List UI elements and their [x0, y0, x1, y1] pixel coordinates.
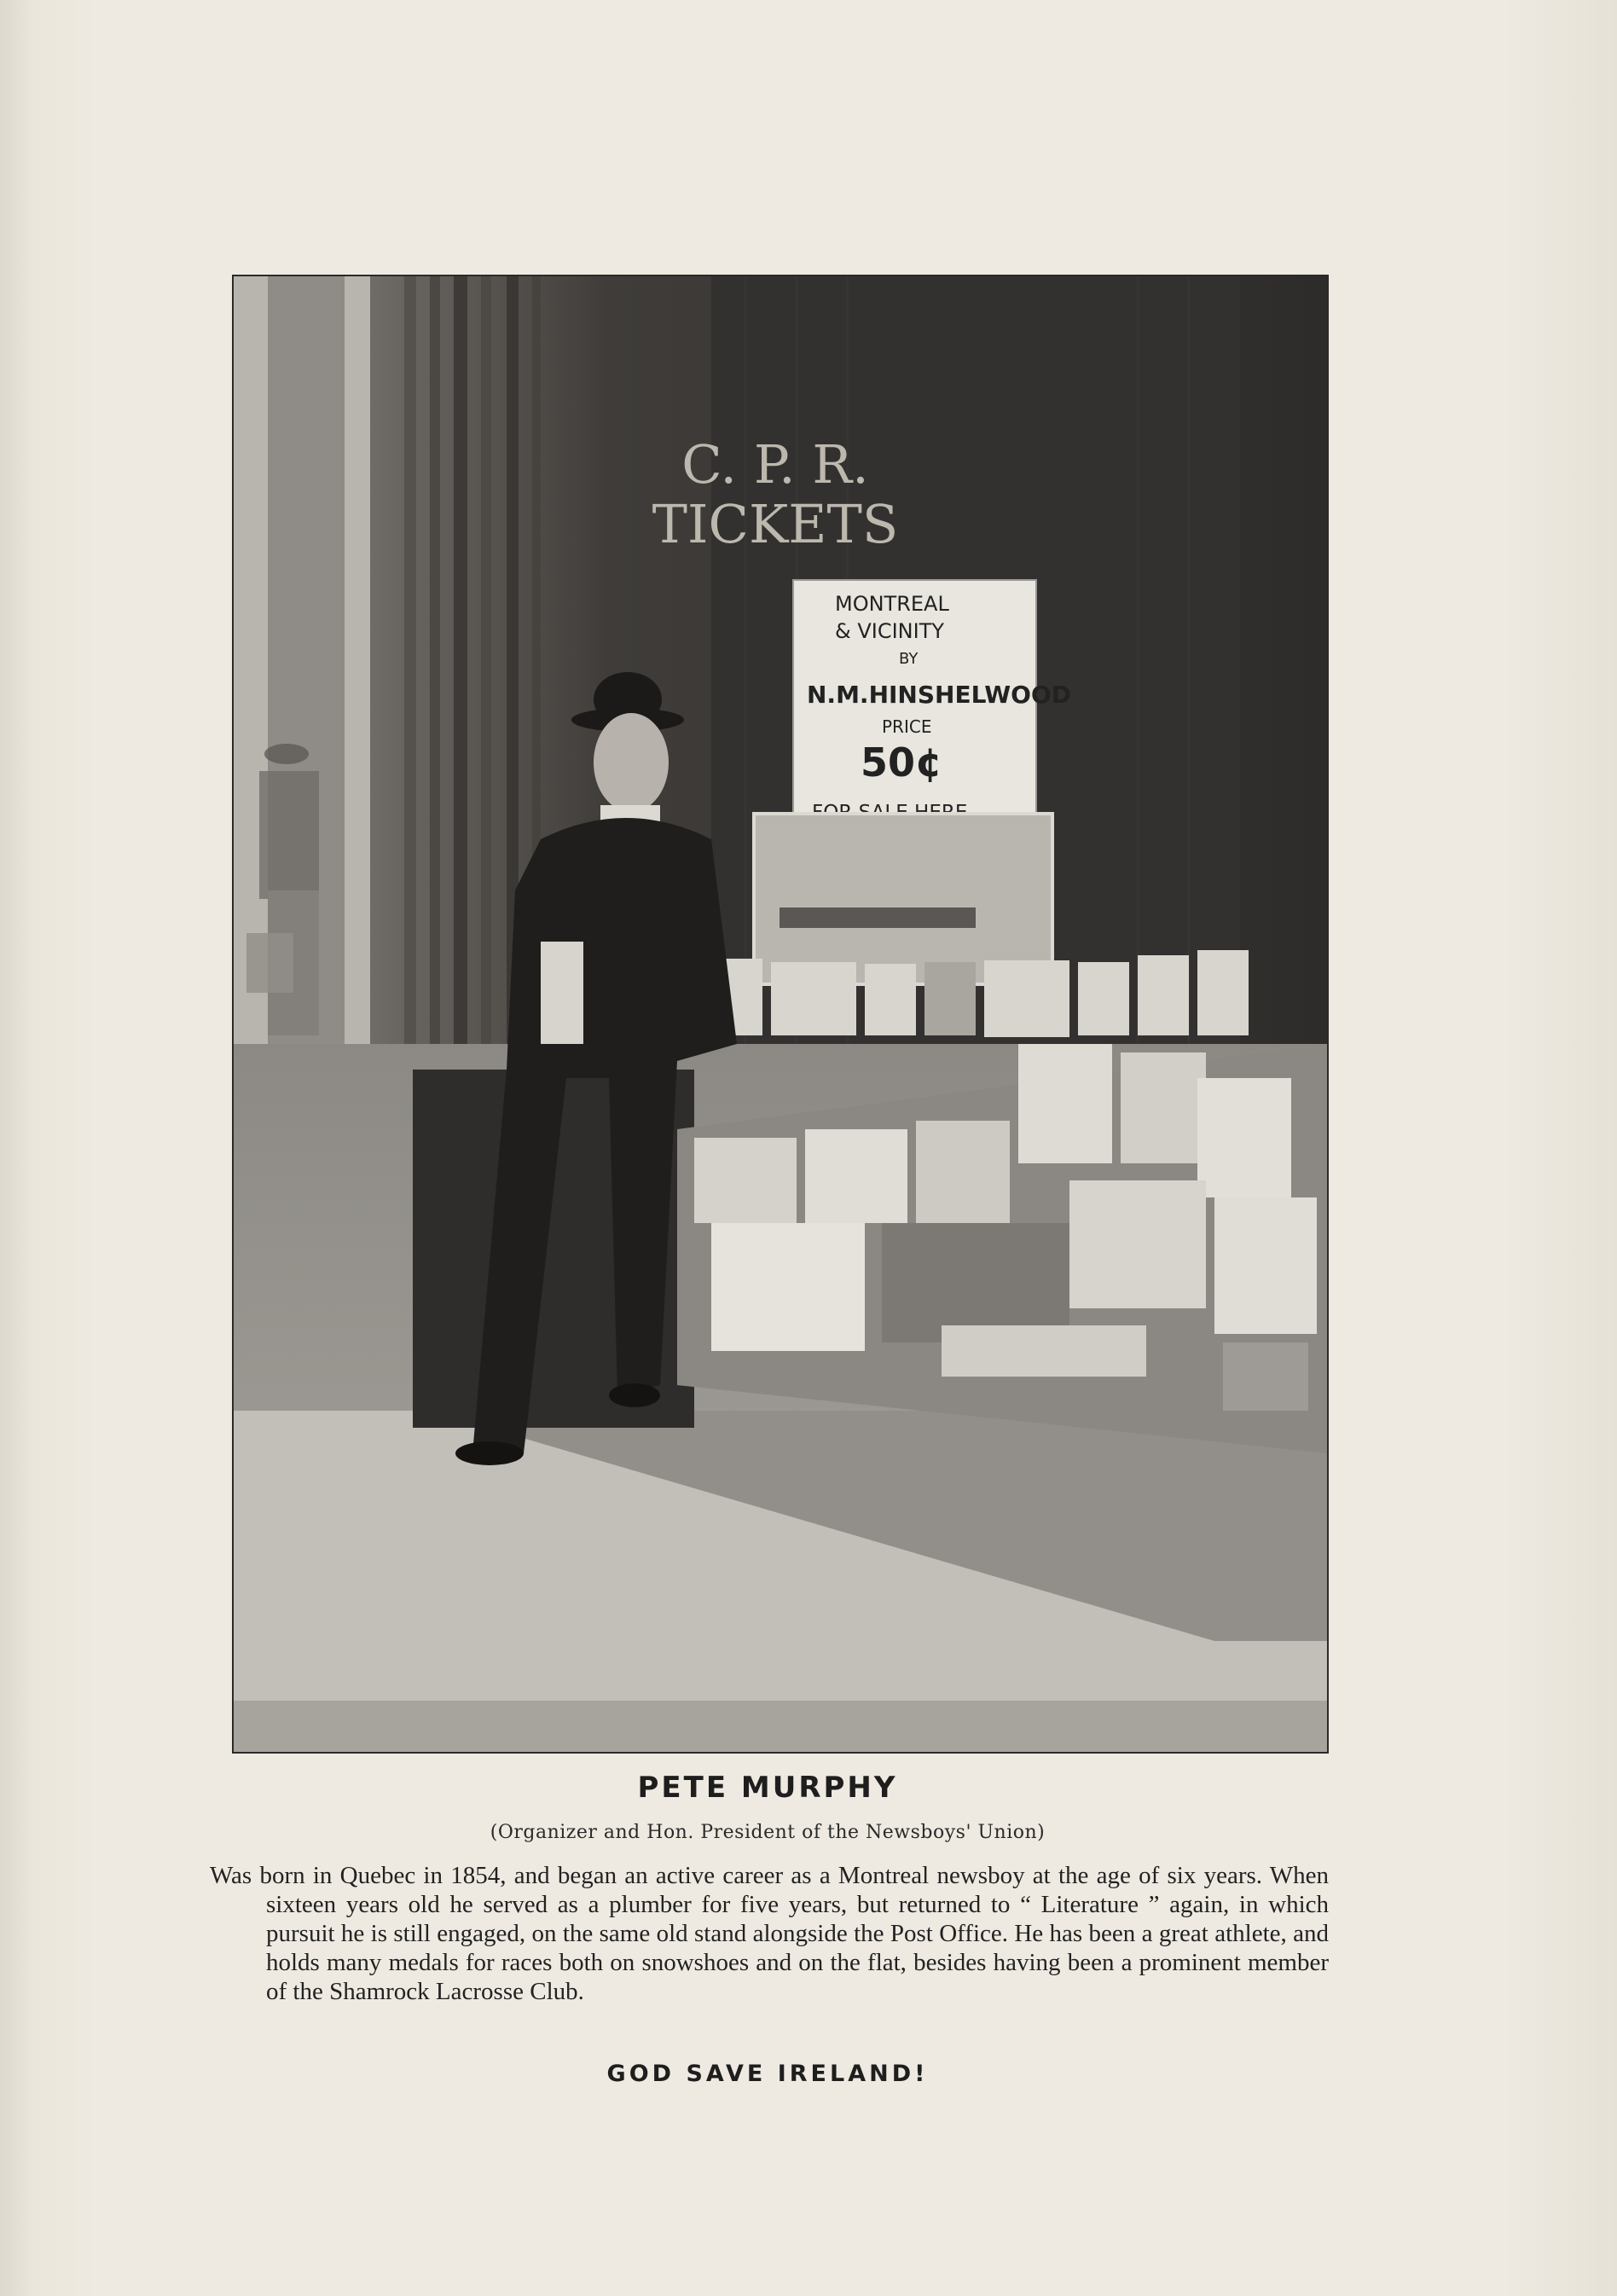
photo-illustration: [234, 276, 1327, 1752]
sign-line-5: PRICE: [882, 716, 932, 737]
sign-line-2: & VICINITY: [835, 619, 945, 643]
price-sign: [793, 580, 1071, 836]
photograph: [232, 275, 1329, 1754]
closing-motto: GOD SAVE IRELAND!: [606, 2061, 929, 2087]
caption-subtitle: (Organizer and Hon. President of the Newsboys' Union): [490, 1822, 1046, 1843]
sign-line-6: 50¢: [861, 739, 943, 786]
biography-paragraph: Was born in Quebec in 1854, and began an active career as a Montreal newsboy at the age of six years. When sixteen years old he served as a plumber for five years, but returned to “ Literature ” again, in which pursuit he is still engaged, on the same old stand alongside the Post Office. He has been a great athlete, and holds many medals for races both on snowshoes and on the flat, besides having been a prominent member of the Shamrock Lacrosse Club.: [210, 1862, 1329, 2005]
caption-title: PETE MURPHY: [637, 1771, 898, 1805]
sign-line-3: BY: [899, 650, 919, 668]
window-lettering-tickets: TICKETS: [652, 493, 899, 555]
sign-line-1: MONTREAL: [835, 592, 949, 616]
caption-block: [205, 1771, 1330, 1843]
window-lettering-cpr: C. P. R.: [681, 433, 869, 496]
sign-line-4: N.M.HINSHELWOOD: [807, 681, 1071, 709]
ship-picture: [754, 814, 1052, 984]
